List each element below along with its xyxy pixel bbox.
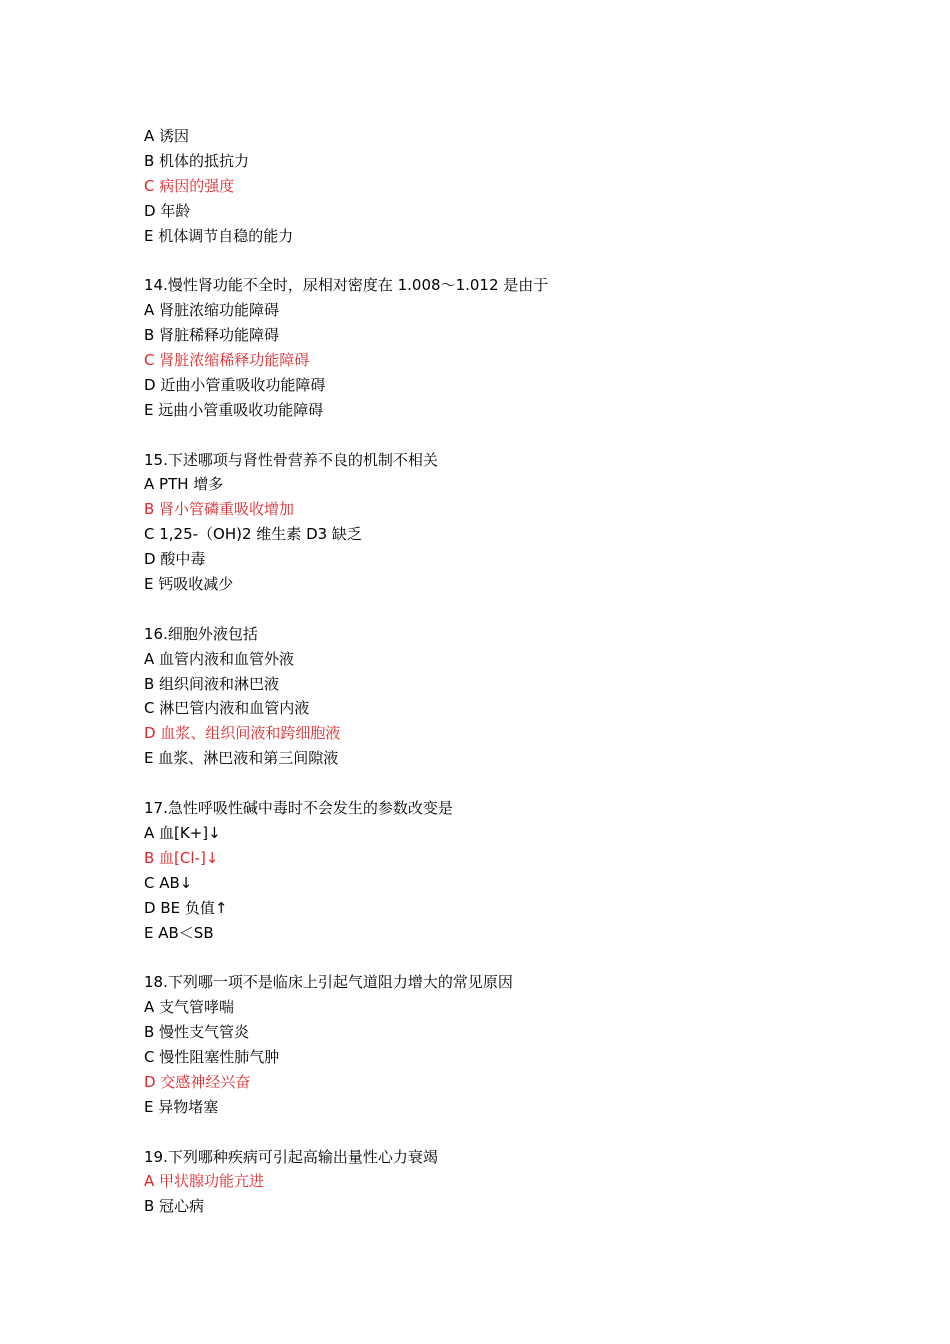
option: E AB＜SB <box>144 923 214 942</box>
correct-option: D 血浆、组织间液和跨细胞液 <box>144 724 341 743</box>
option: A 诱因 <box>144 127 190 145</box>
option: C 淋巴管内液和血管内液 <box>144 699 310 718</box>
option: E 血浆、淋巴液和第三间隙液 <box>144 749 339 768</box>
question-text: 17.急性呼吸性碱中毒时不会发生的参数改变是 <box>144 799 453 818</box>
option: D 近曲小管重吸收功能障碍 <box>144 375 326 394</box>
option: A 肾脏浓缩功能障碍 <box>144 301 280 320</box>
paragraph-gap <box>144 771 844 796</box>
correct-option: B 肾小管磷重吸收增加 <box>144 500 295 519</box>
option: B 机体的抵抗力 <box>144 151 250 170</box>
question-text: 14.慢性肾功能不全时，尿相对密度在 1.008～1.012 是由于 <box>144 276 549 295</box>
option: E 异物堵塞 <box>144 1097 219 1116</box>
document-page <box>144 124 844 1219</box>
correct-option: B 血[Cl-]↓ <box>144 848 219 867</box>
option: E 机体调节自稳的能力 <box>144 226 294 245</box>
option: B 慢性支气管炎 <box>144 1023 250 1042</box>
option: C 1,25-（OH)2 维生素 D3 缺乏 <box>144 525 362 544</box>
correct-option: C 病因的强度 <box>144 176 235 195</box>
question-text: 16.细胞外液包括 <box>144 624 258 643</box>
correct-option: A 甲状腺功能亢进 <box>144 1172 265 1191</box>
paragraph-gap <box>144 1120 844 1145</box>
correct-option: C 肾脏浓缩稀释功能障碍 <box>144 351 310 370</box>
option: A PTH 增多 <box>144 475 224 494</box>
option: B 肾脏稀释功能障碍 <box>144 326 280 345</box>
paragraph-gap <box>144 945 844 970</box>
option: A 血管内液和血管外液 <box>144 649 295 668</box>
question-text: 15.下述哪项与肾性骨营养不良的机制不相关 <box>144 450 438 469</box>
option: D BE 负值↑ <box>144 898 228 917</box>
option: B 组织间液和淋巴液 <box>144 674 280 693</box>
option: C 慢性阻塞性肺气肿 <box>144 1047 280 1066</box>
paragraph-gap <box>144 597 844 622</box>
option: A 支气管哮喘 <box>144 998 235 1017</box>
option: C AB↓ <box>144 873 193 892</box>
option: E 远曲小管重吸收功能障碍 <box>144 400 324 419</box>
option: D 年龄 <box>144 201 191 220</box>
option: E 钙吸收减少 <box>144 575 234 594</box>
paragraph-gap <box>144 248 844 273</box>
question-text: 19.下列哪种疾病可引起高输出量性心力衰竭 <box>144 1147 438 1166</box>
paragraph-gap <box>144 423 844 448</box>
option: B 冠心病 <box>144 1197 205 1216</box>
option: A 血[K+]↓ <box>144 823 221 842</box>
correct-option: D 交感神经兴奋 <box>144 1072 251 1091</box>
option: D 酸中毒 <box>144 550 206 569</box>
question-text: 18.下列哪一项不是临床上引起气道阻力增大的常见原因 <box>144 973 513 992</box>
